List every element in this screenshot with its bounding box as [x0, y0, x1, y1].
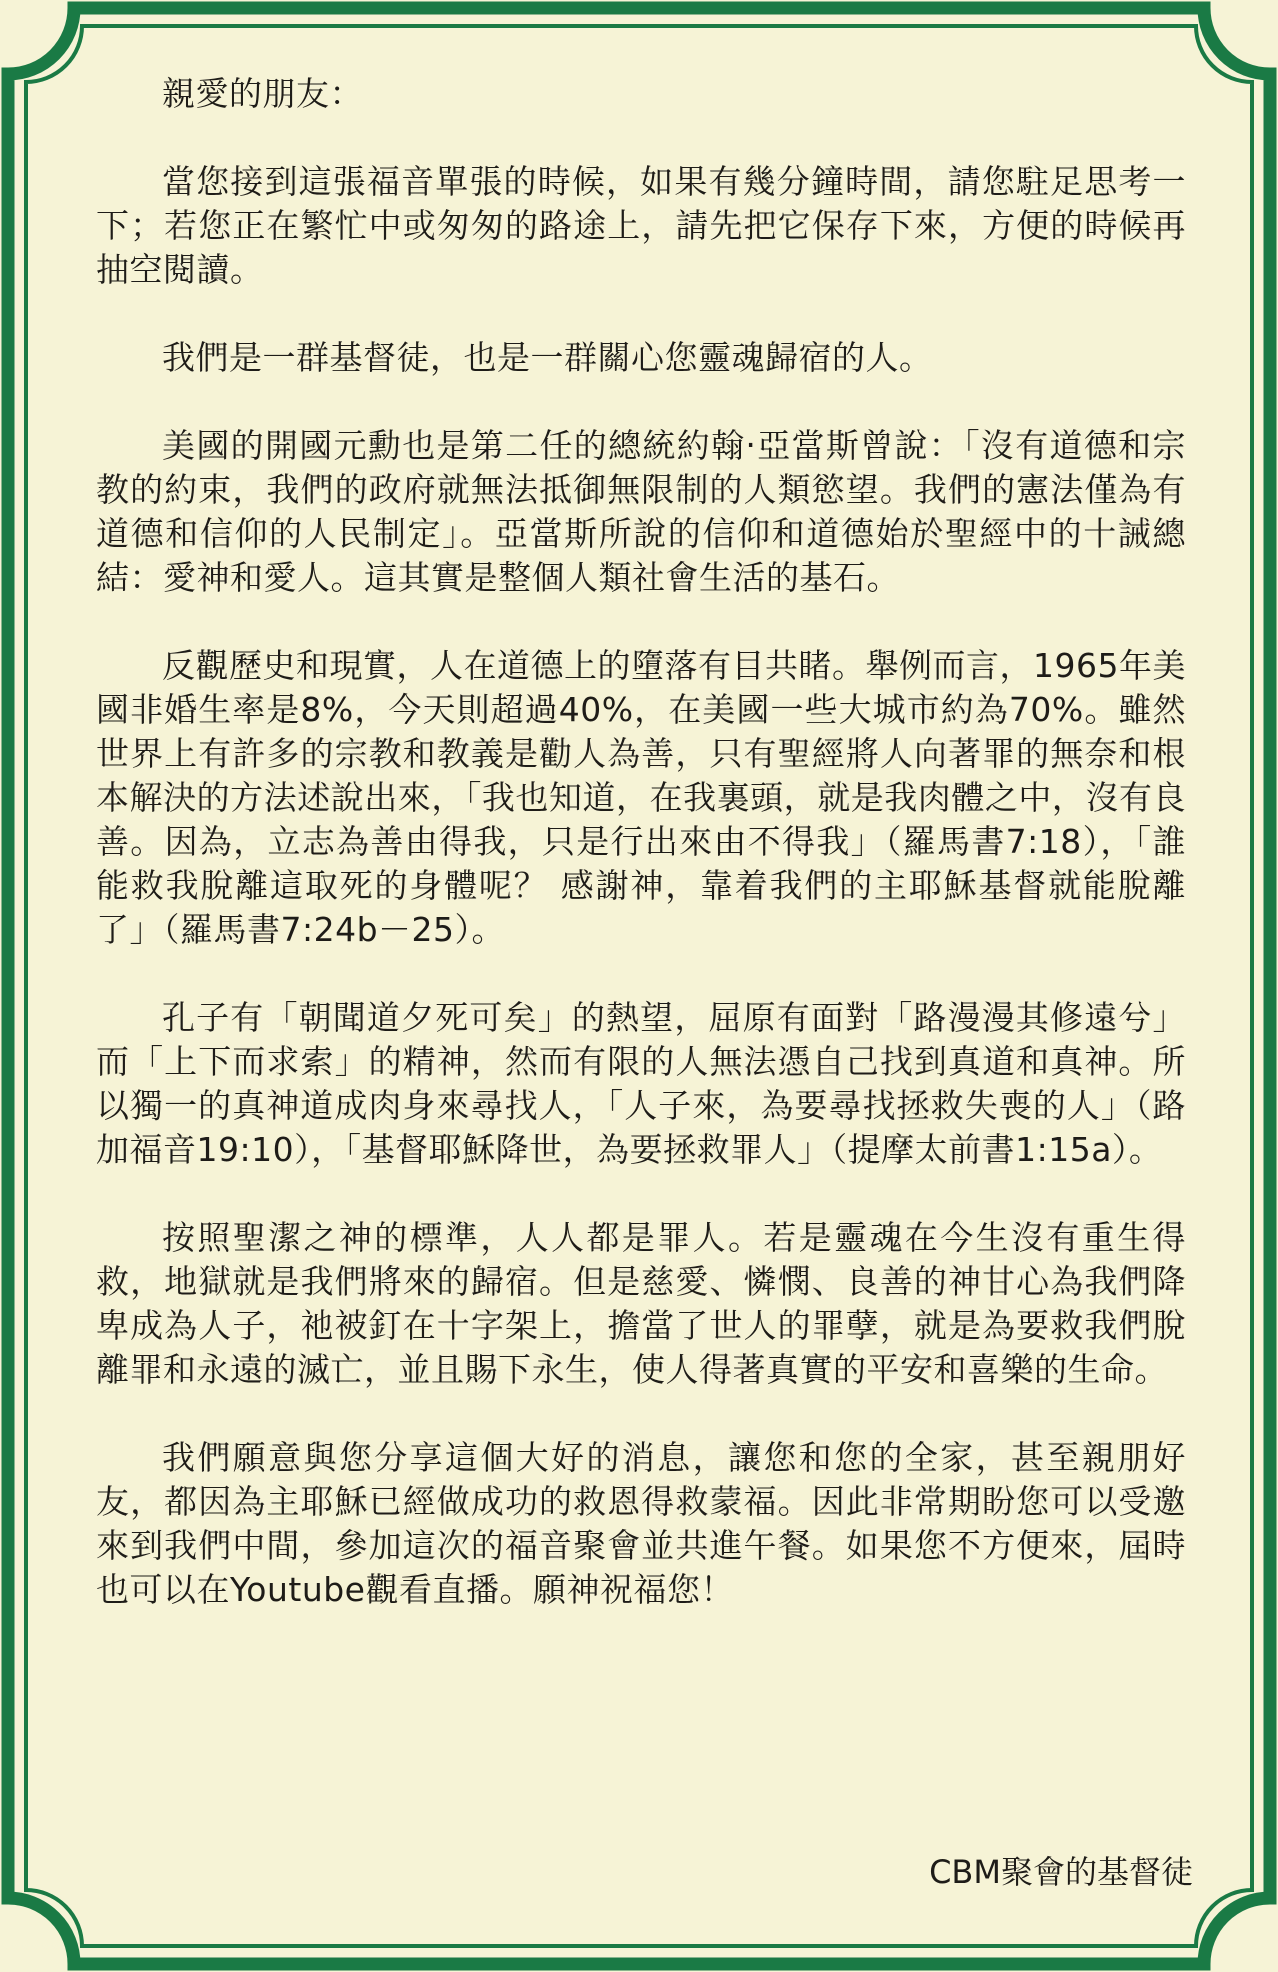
letter-body — [96, 62, 1186, 1612]
paragraph-7: 我們願意與您分享這個大好的消息，讓您和您的全家，甚至親朋好友，都因為主耶穌已經做成功的救恩得救蒙福。因此非常期盼您可以受邀來到我們中間，參加這次的福音聚會並共進午餐。如果您不方便來，屆時也可以在Youtube觀看直播。願神祝福您！ — [96, 1438, 1186, 1609]
salutation: 親愛的朋友： — [162, 74, 363, 113]
paragraph-3: 美國的開國元勳也是第二任的總統約翰‧亞當斯曾說：「沒有道德和宗教的約束，我們的政府就無法抵御無限制的人類慾望。我們的憲法僅為有道德和信仰的人民制定」。亞當斯所說的信仰和道德始於聖經中的十誡總結：愛神和愛人。這其實是整個人類社會生活的基石。 — [96, 426, 1186, 597]
paragraph-1: 當您接到這張福音單張的時候，如果有幾分鐘時間，請您駐足思考一下；若您正在繁忙中或匆匆的路途上，請先把它保存下來，方便的時候再抽空閱讀。 — [96, 162, 1186, 289]
paragraph-5: 孔子有「朝聞道夕死可矣」的熱望，屈原有面對「路漫漫其修遠兮」而「上下而求索」的精神，然而有限的人無法憑自己找到真道和真神。所以獨一的真神道成肉身來尋找人，「人子來，為要尋找拯救失喪的人」（路加福音19:10），「基督耶穌降世，為要拯救罪人」（提摩太前書1:15a）。 — [96, 998, 1186, 1169]
paragraph-6: 按照聖潔之神的標準，人人都是罪人。若是靈魂在今生沒有重生得救，地獄就是我們將來的歸宿。但是慈愛、憐憫、良善的神甘心為我們降卑成為人子，祂被釘在十字架上，擔當了世人的罪孽，就是為要救我們脫離罪和永遠的滅亡，並且賜下永生，使人得著真實的平安和喜樂的生命。 — [96, 1218, 1186, 1389]
paragraph-4: 反觀歷史和現實，人在道德上的墮落有目共睹。舉例而言，1965年美國非婚生率是8%，今天則超過40%，在美國一些大城市約為70%。雖然世界上有許多的宗教和教義是勸人為善，只有聖經將人向著罪的無奈和根本解決的方法述說出來，「我也知道，在我裏頭，就是我肉體之中，沒有良善。因為，立志為善由得我，只是行出來由不得我」（羅馬書7:18），「誰能救我脫離這取死的身體呢？ 感謝神，靠着我們的主耶穌基督就能脫離了」（羅馬書7:24b－25）。 — [96, 646, 1186, 949]
paragraph-2: 我們是一群基督徒，也是一群關心您靈魂歸宿的人。 — [162, 338, 933, 377]
signature: CBM聚會的基督徒 — [929, 1853, 1193, 1891]
